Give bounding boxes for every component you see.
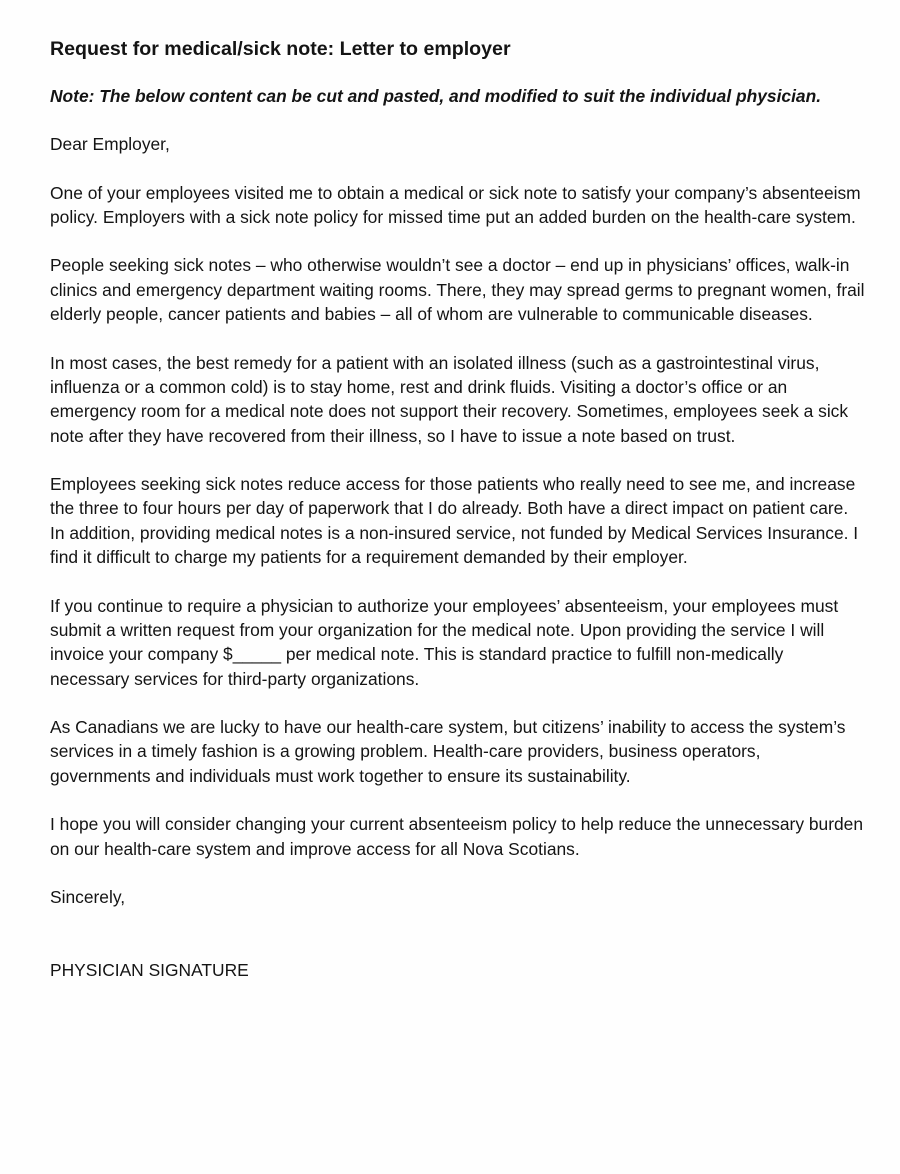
body-paragraph: One of your employees visited me to obtain a medical or sick note to satisfy your company’s absenteeism policy. Employers with a sick note policy for missed time put an added burden on the health-care system.: [50, 182, 861, 227]
body-paragraph: Employees seeking sick notes reduce access for those patients who really need to see me, and increase the three to four hours per day of paperwork that I do already. Both have a direct impact on patient care. In addition, providing medical notes is a non-insured service, not funded by Medical Services Insurance. I find it difficult to charge my patients for a requirement demanded by their employer.: [50, 474, 859, 568]
body-paragraph: In most cases, the best remedy for a patient with an isolated illness (such as a gastrointestinal virus, influenza or a common cold) is to stay home, rest and drink fluids. Visiting a doctor’s office or an emergency room for a medical note does not support their recovery. Sometimes, employees seek a sick note after they have recovered from their illness, so I have to issue a note based on trust.: [50, 352, 849, 446]
signature-line: PHYSICIAN SIGNATURE: [50, 960, 249, 981]
editing-note: Note: The below content can be cut and pasted, and modified to suit the individual physician.: [50, 86, 822, 106]
body-paragraph: As Canadians we are lucky to have our health-care system, but citizens’ inability to access the system’s services in a timely fashion is a growing problem. Health-care providers, business operators, governments and individuals must work together to ensure its sustainability.: [50, 717, 846, 786]
body-paragraph: I hope you will consider changing your current absenteeism policy to help reduce the unnecessary burden on our health-care system and improve access for all Nova Scotians.: [50, 814, 864, 859]
salutation: Dear Employer,: [50, 134, 170, 154]
body-paragraph: If you continue to require a physician to authorize your employees’ absenteeism, your employees must submit a written request from your organization for the medical note. Upon providing the service I will invoice your company $_____ per medical note. This is standard practice to fulfill non-medically necessary services for third-party organizations.: [50, 595, 839, 689]
letter-page: [50, 34, 865, 982]
body-paragraph: People seeking sick notes – who otherwise wouldn’t see a doctor – end up in physicians’ offices, walk-in clinics and emergency department waiting rooms. There, they may spread germs to pregnant women, frail elderly people, cancer patients and babies – all of whom are vulnerable to communicable diseases.: [50, 255, 865, 325]
closing: Sincerely,: [50, 887, 126, 908]
document-title: Request for medical/sick note: Letter to employer: [50, 38, 511, 60]
